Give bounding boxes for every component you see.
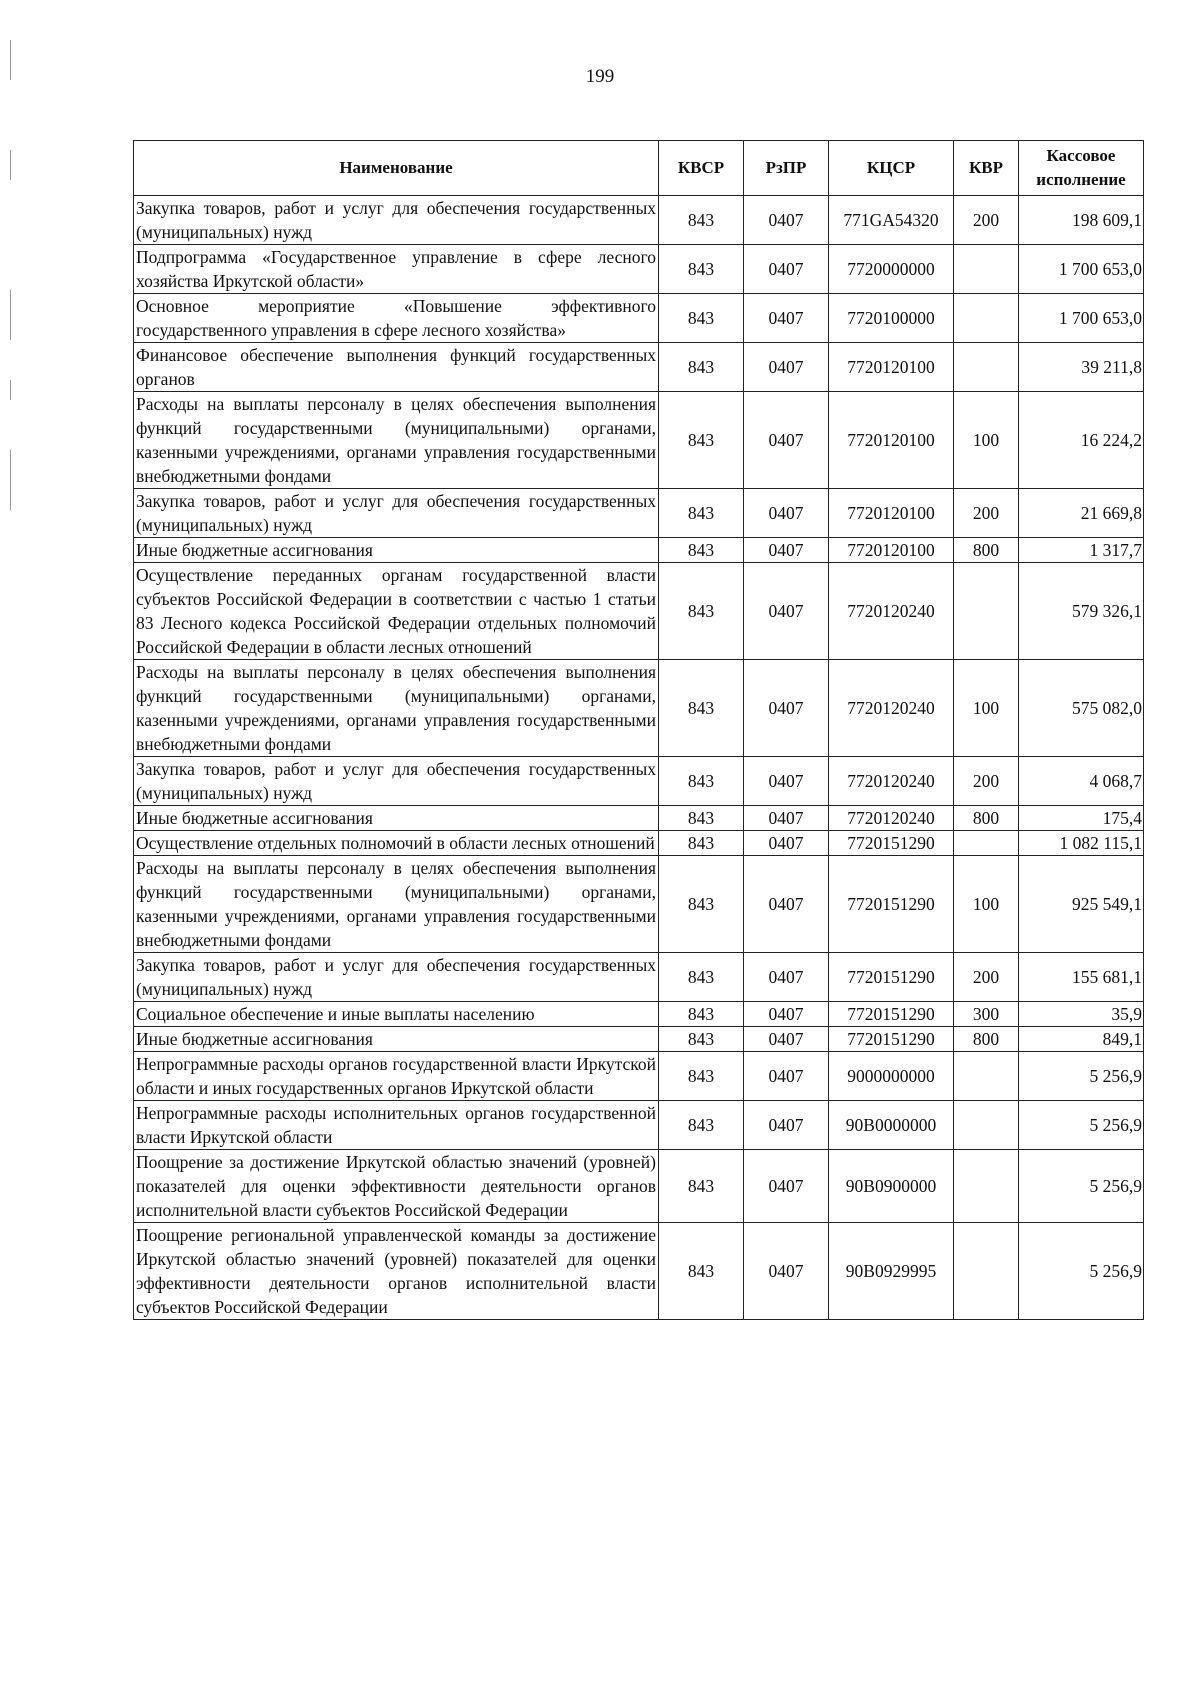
- cell-kvr: 100: [954, 856, 1019, 953]
- cell-rzpr: 0407: [744, 856, 829, 953]
- cell-sum: 198 609,1: [1019, 196, 1144, 245]
- cell-sum: 925 549,1: [1019, 856, 1144, 953]
- cell-rzpr: 0407: [744, 392, 829, 489]
- cell-rzpr: 0407: [744, 660, 829, 757]
- cell-kvsr: 843: [659, 1150, 744, 1223]
- cell-sum: 1 700 653,0: [1019, 294, 1144, 343]
- cell-kvr: [954, 343, 1019, 392]
- cell-rzpr: 0407: [744, 343, 829, 392]
- cell-kvr: 800: [954, 538, 1019, 563]
- cell-rzpr: 0407: [744, 294, 829, 343]
- cell-kcsr: 90В0000000: [829, 1101, 954, 1150]
- cell-kcsr: 7720151290: [829, 953, 954, 1002]
- cell-kvr: [954, 245, 1019, 294]
- cell-rzpr: 0407: [744, 831, 829, 856]
- table-row: [134, 831, 1144, 856]
- cell-kvsr: 843: [659, 953, 744, 1002]
- table-row: [134, 294, 1144, 343]
- header-name: Наименование: [134, 141, 659, 196]
- cell-sum: 35,9: [1019, 1002, 1144, 1027]
- cell-kvr: [954, 831, 1019, 856]
- table-row: [134, 953, 1144, 1002]
- table-row: [134, 245, 1144, 294]
- table-row: [134, 856, 1144, 953]
- cell-sum: 1 700 653,0: [1019, 245, 1144, 294]
- cell-sum: 5 256,9: [1019, 1052, 1144, 1101]
- cell-kcsr: 7720151290: [829, 831, 954, 856]
- header-sum: Кассовое исполнение: [1019, 141, 1144, 196]
- table-row: [134, 1027, 1144, 1052]
- table-row: [134, 196, 1144, 245]
- cell-kvr: [954, 294, 1019, 343]
- cell-name: Социальное обеспечение и иные выплаты населению: [134, 1002, 659, 1027]
- page-number: 199: [585, 66, 615, 87]
- cell-kvsr: 843: [659, 563, 744, 660]
- budget-execution-table: [133, 140, 1144, 1320]
- cell-sum: 21 669,8: [1019, 489, 1144, 538]
- cell-kcsr: 7720151290: [829, 1027, 954, 1052]
- cell-sum: 575 082,0: [1019, 660, 1144, 757]
- cell-kcsr: 90В0900000: [829, 1150, 954, 1223]
- cell-kvr: 300: [954, 1002, 1019, 1027]
- cell-kvr: 200: [954, 196, 1019, 245]
- cell-kvr: [954, 1101, 1019, 1150]
- cell-kvr: [954, 1223, 1019, 1320]
- cell-kcsr: 7720120100: [829, 343, 954, 392]
- table-row: [134, 563, 1144, 660]
- cell-sum: 4 068,7: [1019, 757, 1144, 806]
- cell-name: Расходы на выплаты персоналу в целях обеспечения выполнения функций государственными (муниципальными) органами, казенными учреждениями, органами управления государственными внебюджетными фондами: [134, 392, 659, 489]
- table-row: [134, 392, 1144, 489]
- cell-name: Осуществление переданных органам государственной власти субъектов Российской Федерации в соответствии с частью 1 статьи 83 Лесного кодекса Российской Федерации отдельных полномочий Российской Федерации в области лесных отношений: [134, 563, 659, 660]
- cell-sum: 39 211,8: [1019, 343, 1144, 392]
- cell-kcsr: 7720120100: [829, 489, 954, 538]
- cell-sum: 155 681,1: [1019, 953, 1144, 1002]
- cell-kcsr: 7720120240: [829, 660, 954, 757]
- cell-kcsr: 7720151290: [829, 1002, 954, 1027]
- cell-sum: 5 256,9: [1019, 1223, 1144, 1320]
- cell-kvr: 200: [954, 953, 1019, 1002]
- cell-kcsr: 7720120100: [829, 538, 954, 563]
- cell-rzpr: 0407: [744, 563, 829, 660]
- table-row: [134, 489, 1144, 538]
- cell-kvr: 800: [954, 1027, 1019, 1052]
- cell-kvr: 100: [954, 660, 1019, 757]
- table-row: [134, 1052, 1144, 1101]
- cell-kvr: 800: [954, 806, 1019, 831]
- cell-rzpr: 0407: [744, 538, 829, 563]
- table-body: [134, 196, 1144, 1320]
- cell-sum: 1 082 115,1: [1019, 831, 1144, 856]
- cell-kvsr: 843: [659, 538, 744, 563]
- cell-kvr: [954, 1052, 1019, 1101]
- scan-margin-marks: [4, 40, 20, 600]
- cell-kcsr: 7720120240: [829, 563, 954, 660]
- cell-name: Расходы на выплаты персоналу в целях обеспечения выполнения функций государственными (муниципальными) органами, казенными учреждениями, органами управления государственными внебюджетными фондами: [134, 856, 659, 953]
- cell-kvsr: 843: [659, 1027, 744, 1052]
- cell-kvr: 200: [954, 489, 1019, 538]
- cell-name: Поощрение за достижение Иркутской областью значений (уровней) показателей для оценки эффективности деятельности органов исполнительной власти субъектов Российской Федерации: [134, 1150, 659, 1223]
- cell-name: Расходы на выплаты персоналу в целях обеспечения выполнения функций государственными (муниципальными) органами, казенными учреждениями, органами управления государственными внебюджетными фондами: [134, 660, 659, 757]
- header-rzpr: РзПР: [744, 141, 829, 196]
- budget-table-container: [133, 140, 1143, 1320]
- cell-sum: 175,4: [1019, 806, 1144, 831]
- cell-rzpr: 0407: [744, 806, 829, 831]
- cell-kcsr: 90В0929995: [829, 1223, 954, 1320]
- header-kvr: КВР: [954, 141, 1019, 196]
- cell-kcsr: 7720120240: [829, 806, 954, 831]
- cell-kcsr: 7720120100: [829, 392, 954, 489]
- cell-kvsr: 843: [659, 294, 744, 343]
- cell-kvsr: 843: [659, 806, 744, 831]
- cell-kvsr: 843: [659, 489, 744, 538]
- table-row: [134, 1223, 1144, 1320]
- cell-kvsr: 843: [659, 1223, 744, 1320]
- cell-kvsr: 843: [659, 757, 744, 806]
- cell-kvr: [954, 1150, 1019, 1223]
- cell-name: Закупка товаров, работ и услуг для обеспечения государственных (муниципальных) нужд: [134, 489, 659, 538]
- cell-kvsr: 843: [659, 856, 744, 953]
- cell-name: Закупка товаров, работ и услуг для обеспечения государственных (муниципальных) нужд: [134, 757, 659, 806]
- cell-kvsr: 843: [659, 392, 744, 489]
- table-row: [134, 806, 1144, 831]
- cell-sum: 5 256,9: [1019, 1150, 1144, 1223]
- cell-sum: 1 317,7: [1019, 538, 1144, 563]
- cell-kvr: 200: [954, 757, 1019, 806]
- table-row: [134, 538, 1144, 563]
- table-row: [134, 660, 1144, 757]
- cell-kcsr: 7720100000: [829, 294, 954, 343]
- cell-kvsr: 843: [659, 343, 744, 392]
- cell-kcsr: 7720000000: [829, 245, 954, 294]
- cell-name: Иные бюджетные ассигнования: [134, 538, 659, 563]
- cell-rzpr: 0407: [744, 757, 829, 806]
- header-kcsr: КЦСР: [829, 141, 954, 196]
- cell-rzpr: 0407: [744, 1052, 829, 1101]
- cell-name: Закупка товаров, работ и услуг для обеспечения государственных (муниципальных) нужд: [134, 953, 659, 1002]
- cell-name: Поощрение региональной управленческой команды за достижение Иркутской областью значений (уровней) показателей для оценки эффективности деятельности органов исполнительной власти субъектов Российской Федерации: [134, 1223, 659, 1320]
- cell-sum: 5 256,9: [1019, 1101, 1144, 1150]
- cell-kvr: 100: [954, 392, 1019, 489]
- cell-kvsr: 843: [659, 196, 744, 245]
- header-kvsr: КВСР: [659, 141, 744, 196]
- cell-name: Финансовое обеспечение выполнения функций государственных органов: [134, 343, 659, 392]
- cell-sum: 849,1: [1019, 1027, 1144, 1052]
- cell-kvsr: 843: [659, 1002, 744, 1027]
- cell-rzpr: 0407: [744, 1027, 829, 1052]
- cell-kvsr: 843: [659, 1052, 744, 1101]
- cell-rzpr: 0407: [744, 196, 829, 245]
- cell-rzpr: 0407: [744, 1101, 829, 1150]
- table-row: [134, 1101, 1144, 1150]
- cell-name: Непрограммные расходы органов государственной власти Иркутской области и иных государственных органов Иркутской области: [134, 1052, 659, 1101]
- cell-kvsr: 843: [659, 831, 744, 856]
- cell-kcsr: 7720120240: [829, 757, 954, 806]
- table-row: [134, 1150, 1144, 1223]
- cell-kcsr: 771GA54320: [829, 196, 954, 245]
- cell-kvsr: 843: [659, 660, 744, 757]
- cell-kvr: [954, 563, 1019, 660]
- cell-rzpr: 0407: [744, 1223, 829, 1320]
- cell-kcsr: 7720151290: [829, 856, 954, 953]
- cell-name: Иные бюджетные ассигнования: [134, 1027, 659, 1052]
- cell-kvsr: 843: [659, 1101, 744, 1150]
- cell-sum: 579 326,1: [1019, 563, 1144, 660]
- table-row: [134, 757, 1144, 806]
- cell-sum: 16 224,2: [1019, 392, 1144, 489]
- table-row: [134, 1002, 1144, 1027]
- table-header: [134, 141, 1144, 196]
- cell-kcsr: 9000000000: [829, 1052, 954, 1101]
- cell-name: Непрограммные расходы исполнительных органов государственной власти Иркутской области: [134, 1101, 659, 1150]
- cell-name: Закупка товаров, работ и услуг для обеспечения государственных (муниципальных) нужд: [134, 196, 659, 245]
- cell-name: Иные бюджетные ассигнования: [134, 806, 659, 831]
- cell-name: Осуществление отдельных полномочий в области лесных отношений: [134, 831, 659, 856]
- cell-kvsr: 843: [659, 245, 744, 294]
- cell-rzpr: 0407: [744, 1002, 829, 1027]
- cell-rzpr: 0407: [744, 489, 829, 538]
- table-row: [134, 343, 1144, 392]
- cell-rzpr: 0407: [744, 245, 829, 294]
- cell-rzpr: 0407: [744, 953, 829, 1002]
- cell-rzpr: 0407: [744, 1150, 829, 1223]
- cell-name: Основное мероприятие «Повышение эффективного государственного управления в сфере лесного хозяйства»: [134, 294, 659, 343]
- header-row: [134, 141, 1144, 196]
- cell-name: Подпрограмма «Государственное управление в сфере лесного хозяйства Иркутской области»: [134, 245, 659, 294]
